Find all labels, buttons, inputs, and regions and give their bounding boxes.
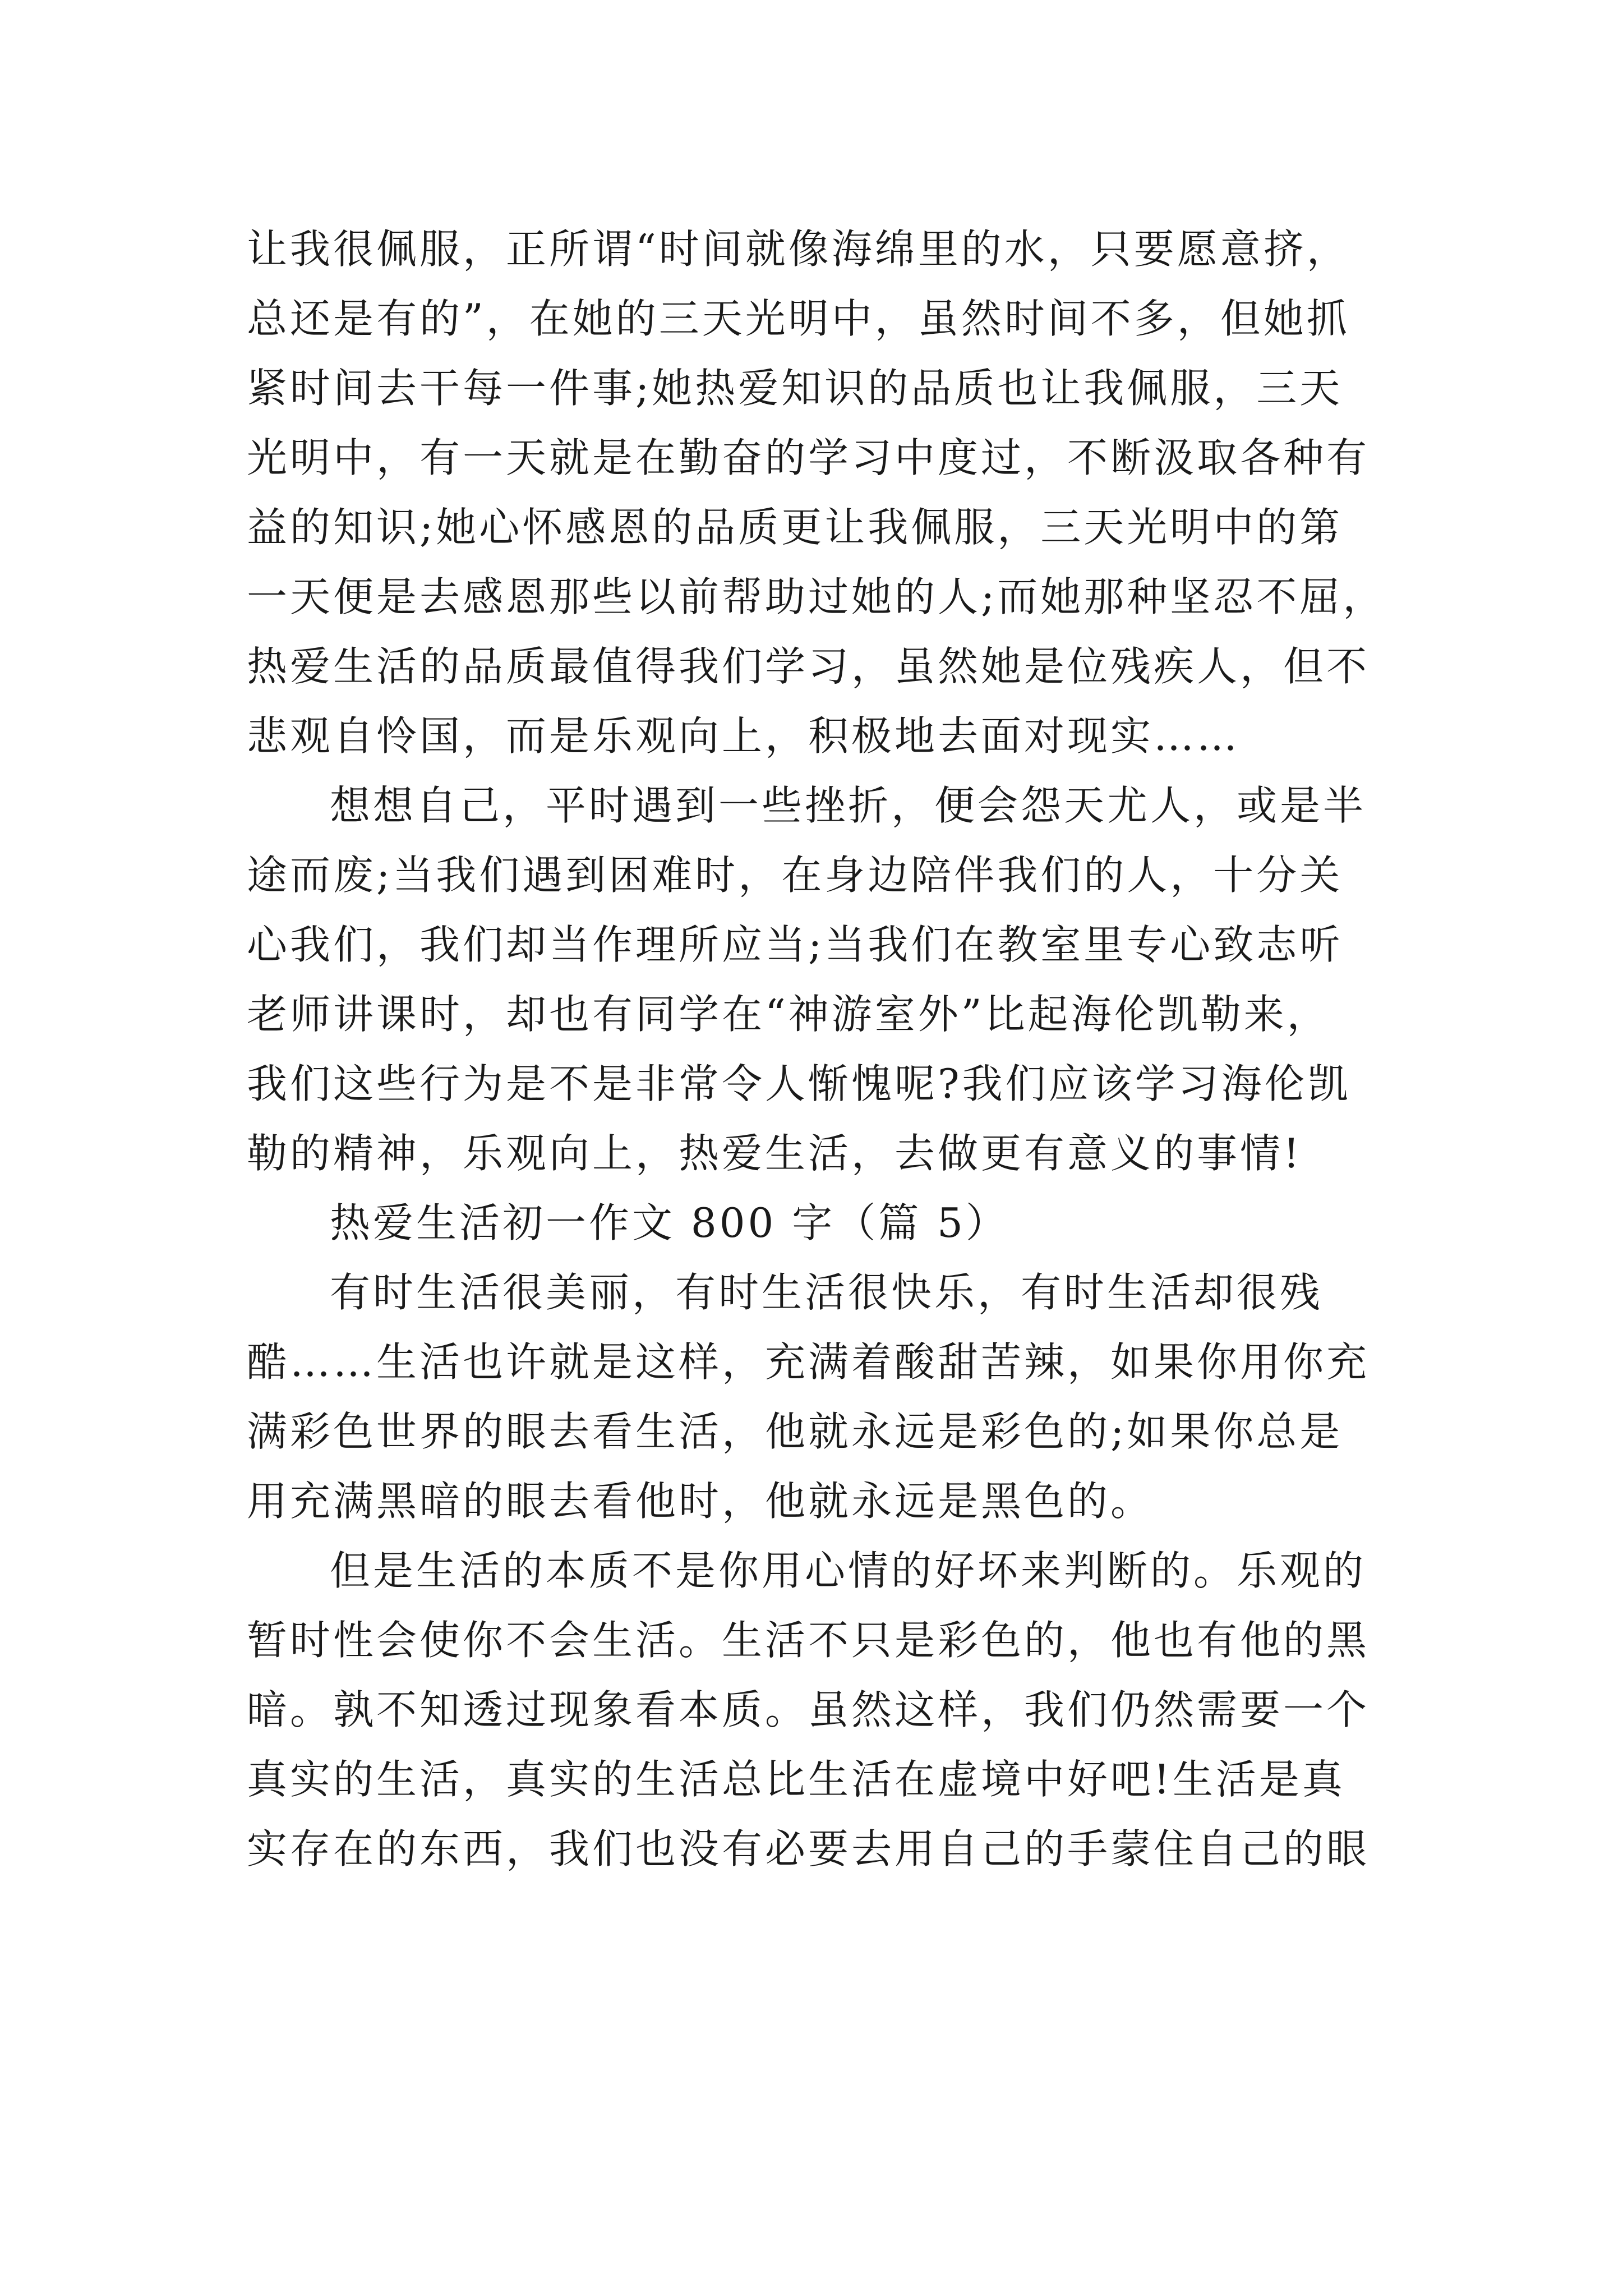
paragraph-start-line: 有时生活很美丽，有时生活很快乐，有时生活却很残 — [330, 1269, 1324, 1316]
text-line: 益的知识;她心怀感恩的品质更让我佩服，三天光明中的第 — [247, 504, 1343, 551]
text-line: 悲观自怜国，而是乐观向上，积极地去面对现实…… — [247, 712, 1241, 760]
text-line: 暂时性会使你不会生活。生活不只是彩色的，他也有他的黑 — [247, 1617, 1370, 1664]
text-line: 实存在的东西，我们也没有必要去用自己的手蒙住自己的眼 — [247, 1825, 1370, 1872]
essay-text — [247, 214, 1386, 1884]
text-line: 勒的精神，乐观向上，热爱生活，去做更有意义的事情! — [247, 1130, 1302, 1177]
paragraph-start-line: 但是生活的本质不是你用心情的好坏来判断的。乐观的 — [330, 1547, 1367, 1594]
text-line: 总还是有的”，在她的三天光明中，虽然时间不多，但她抓 — [247, 295, 1350, 342]
text-line: 途而废;当我们遇到困难时，在身边陪伴我们的人，十分关 — [247, 852, 1343, 899]
text-line: 紧时间去干每一件事;她热爱知识的品质也让我佩服，三天 — [247, 365, 1343, 412]
text-line: 让我很佩服，正所谓“时间就像海绵里的水，只要愿意挤， — [247, 226, 1350, 273]
text-line: 光明中，有一天就是在勤奋的学习中度过，不断汲取各种有 — [247, 434, 1370, 481]
text-line: 心我们，我们却当作理所应当;当我们在教室里专心致志听 — [247, 921, 1343, 968]
text-line: 我们这些行为是不是非常令人惭愧呢?我们应该学习海伦凯 — [247, 1060, 1351, 1107]
text-line: 暗。孰不知透过现象看本质。虽然这样，我们仍然需要一个 — [247, 1686, 1370, 1733]
text-line: 真实的生活，真实的生活总比生活在虚境中好吧!生活是真 — [247, 1756, 1345, 1803]
text-line: 用充满黑暗的眼去看他时，他就永远是黑色的。 — [247, 1478, 1154, 1525]
section-heading: 热爱生活初一作文 800 字（篇 5） — [330, 1199, 1009, 1246]
text-line: 一天便是去感恩那些以前帮助过她的人;而她那种坚忍不屈， — [247, 573, 1386, 620]
text-line: 酷……生活也许就是这样，充满着酸甜苦辣，如果你用你充 — [247, 1338, 1370, 1386]
paragraph-start-line: 想想自己，平时遇到一些挫折，便会怨天尤人，或是半 — [330, 782, 1367, 829]
text-line: 满彩色世界的眼去看生活，他就永远是彩色的;如果你总是 — [247, 1408, 1343, 1455]
text-line: 老师讲课时，却也有同学在“神游室外”比起海伦凯勒来， — [247, 991, 1330, 1038]
text-line: 热爱生活的品质最值得我们学习，虽然她是位残疾人，但不 — [247, 643, 1370, 690]
